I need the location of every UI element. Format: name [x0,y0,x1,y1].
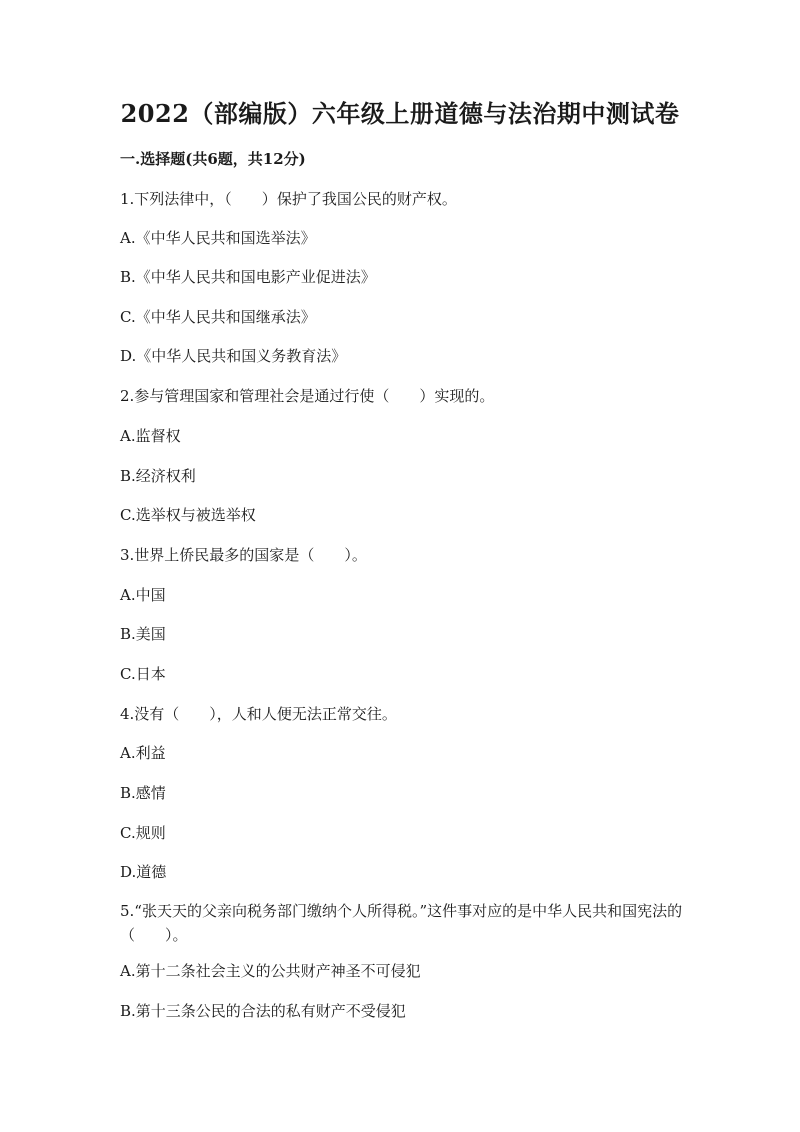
option-3c: C.日本 [120,665,166,683]
question-5: 5.“张天天的父亲向税务部门缴纳个人所得税。”这件事对应的是中华人民共和国宪法的（ ）。 [120,902,683,944]
option-2b: B.经济权利 [120,467,196,485]
option-2c: C.选举权与被选举权 [120,506,256,524]
question-2: 2.参与管理国家和管理社会是通过行使（ ）实现的。 [120,387,495,405]
section-heading: 一.选择题(共6题，共12分) [120,150,306,168]
option-5a: A.第十二条社会主义的公共财产神圣不可侵犯 [120,962,421,980]
option-4b: B.感情 [120,784,166,802]
option-4c: C.规则 [120,824,166,842]
option-4a: A.利益 [120,744,166,762]
option-5b: B.第十三条公民的合法的私有财产不受侵犯 [120,1002,406,1020]
option-1d: D.《中华人民共和国义务教育法》 [120,347,347,365]
option-1c: C.《中华人民共和国继承法》 [120,308,316,326]
option-3b: B.美国 [120,625,166,643]
option-3a: A.中国 [120,586,166,604]
question-3: 3.世界上侨民最多的国家是（ ）。 [120,546,367,564]
option-1b: B.《中华人民共和国电影产业促进法》 [120,268,376,286]
question-1: 1.下列法律中，（ ）保护了我国公民的财产权。 [120,190,457,208]
option-4d: D.道德 [120,863,167,881]
option-2a: A.监督权 [120,427,181,445]
option-1a: A.《中华人民共和国选举法》 [120,229,316,247]
question-4: 4.没有（ ），人和人便无法正常交往。 [120,705,397,723]
page-title: 2022（部编版）六年级上册道德与法治期中测试卷 [120,99,680,128]
